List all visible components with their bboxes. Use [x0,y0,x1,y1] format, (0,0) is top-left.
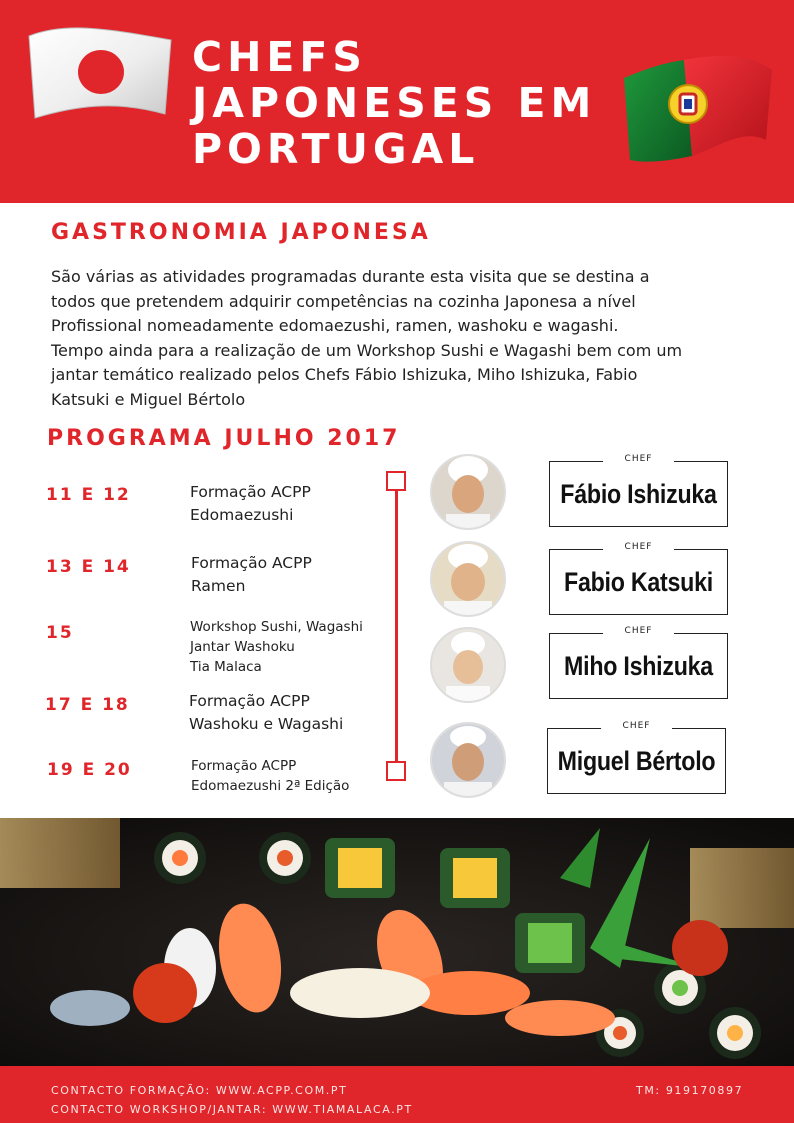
program-date: 15 [46,623,74,643]
program-date: 13 E 14 [46,557,131,577]
program-activity [191,552,312,598]
program-activity [190,617,363,677]
chef-portrait-icon [430,627,506,703]
timeline-line [395,481,398,771]
chef-tag: CHEF [603,542,675,552]
section-heading-programa: PROGRAMA JULHO 2017 [47,426,401,451]
chef-name: Miho Ishizuka [564,650,713,681]
activity-line: Formação ACPP [191,758,297,774]
chef-name: Miguel Bértolo [557,745,716,776]
program-activity [190,481,311,527]
contact-training-link[interactable]: CONTACTO FORMAÇÃO: WWW.ACPP.COM.PT [51,1084,348,1097]
chef-portrait-icon [430,722,506,798]
activity-line: Formação ACPP [190,483,311,501]
activity-line: Ramen [191,577,246,595]
intro-line: todos que pretendem adquirir competências na cozinha Japonesa a nível [51,291,636,311]
intro-paragraph [51,265,751,413]
activity-line: Formação ACPP [189,692,310,710]
activity-line: Tia Malaca [190,659,262,675]
contact-workshop-link[interactable]: CONTACTO WORKSHOP/JANTAR: WWW.TIAMALACA.PT [51,1103,413,1116]
timeline-start-marker [386,471,406,491]
chef-card [549,626,728,699]
program-activity [191,756,349,796]
chef-portrait-icon [430,454,506,530]
chef-name: Fabio Katsuki [564,566,713,597]
title-line-2: JAPONESES EM [192,79,597,127]
chef-card [549,542,728,615]
timeline-end-marker [386,761,406,781]
intro-line: São várias as atividades programadas durante esta visita que se destina a [51,267,650,286]
program-activity [189,690,343,736]
chef-tag: CHEF [603,454,675,464]
chef-card [549,454,728,527]
chef-tag: CHEF [603,626,675,636]
activity-line: Jantar Washoku [190,639,295,655]
portugal-flag-icon [622,48,774,163]
title-line-3: PORTUGAL [192,125,480,173]
title-line-1: CHEFS [192,33,367,81]
header-banner [0,0,794,203]
intro-line: Profissional nomeadamente edomaezushi, ramen, washoku e wagashi. [51,316,619,336]
program-date: 17 E 18 [45,695,130,715]
chef-tag: CHEF [601,721,673,731]
program-date: 19 E 20 [47,760,132,780]
phone-number[interactable]: TM: 919170897 [636,1084,744,1097]
chef-portrait-icon [430,541,506,617]
chef-name: Fábio Ishizuka [560,478,717,509]
activity-line: Edomaezushi [190,506,294,524]
chef-card [547,721,726,794]
program-date: 11 E 12 [46,485,131,505]
page-title [192,34,596,172]
activity-line: Washoku e Wagashi [189,715,344,733]
sushi-platter-photo [0,818,794,1066]
section-heading-gastronomia: GASTRONOMIA JAPONESA [51,220,431,245]
intro-line: Tempo ainda para a realização de um Workshop Sushi e Wagashi bem com um [51,340,683,360]
japan-flag-icon [25,22,175,120]
activity-line: Formação ACPP [191,554,312,572]
intro-line: Katsuki e Miguel Bértolo [51,389,246,409]
activity-line: Workshop Sushi, Wagashi [190,619,363,635]
footer [0,1066,794,1123]
activity-line: Edomaezushi 2ª Edição [191,778,350,794]
intro-line: jantar temático realizado pelos Chefs Fábio Ishizuka, Miho Ishizuka, Fabio [51,365,638,385]
